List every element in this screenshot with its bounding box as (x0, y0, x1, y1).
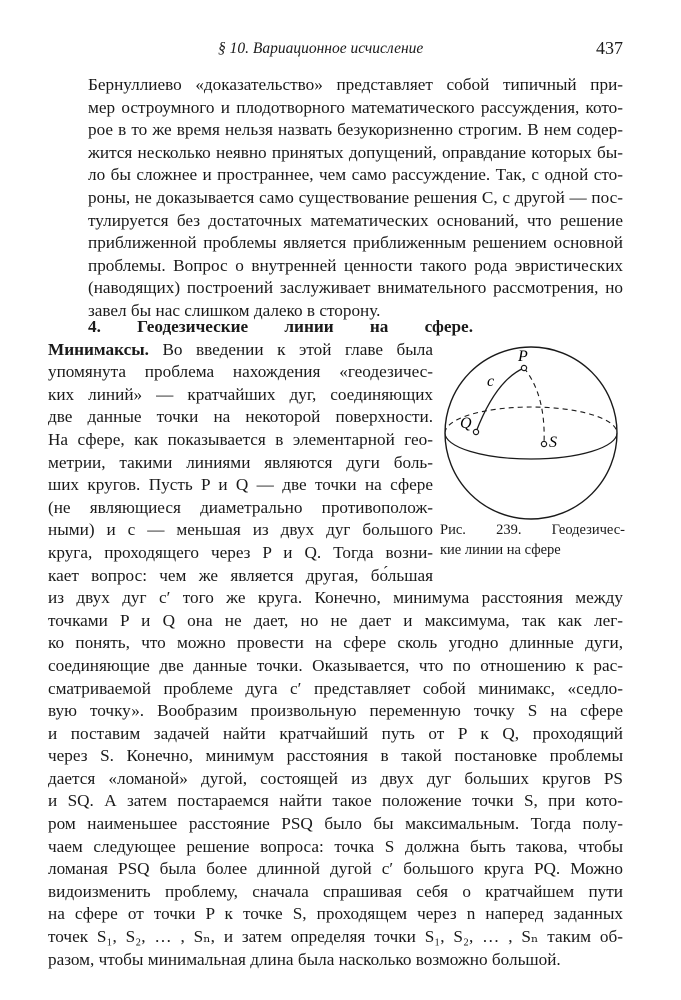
text-line: завел бы нас слишком далеко в сторону. (88, 300, 381, 320)
page-number: 437 (596, 38, 623, 58)
running-head: § 10. Вариационное исчисление (218, 40, 424, 57)
text-line: и SQ. А затем постараемся найти такое положение точки S, при кото- (48, 791, 623, 811)
text-line: дается «ломаной» дугой, состоящей из двух дуг больших кругов PS (48, 768, 623, 788)
text-line: ло бы сложнее и пространнее, чем само рассуждение. Так, с одной сто- (88, 165, 623, 185)
text-line: проблемы. Вопрос о внутренней ценности такого рода эвристических (88, 255, 623, 275)
caption-line: кие линии на сфере (440, 542, 561, 558)
text-line: соединяющие две данные точки. Оказывается, что по отношению к рас- (48, 655, 623, 675)
text-line: жится несколько неявно принятых допущений, оправдание которых бы- (88, 142, 623, 162)
text-line: тулируется без достаточных математических оснований, что решение (88, 210, 623, 230)
text-line: две данные точки на некоторой поверхности. (48, 407, 433, 427)
paragraph-start: Во введении к этой главе была (162, 339, 433, 359)
text-line: и поставим задачей найти кратчайший путь от P к Q, проходящий (48, 723, 623, 743)
text-line: видоизменить проблему, сначала спрашивая себя о кратчайшем пути (48, 881, 623, 901)
text-line: (не являющиеся диаметрально противополож- (48, 497, 433, 517)
text-line: на сфере от точки P к точке S, проходящем через n наперед заданных (48, 904, 623, 924)
text-line: ломаная PSQ была более длинной дугой c′ большого круга PQ. Можно (48, 859, 623, 879)
text-line: ших кругов. Пусть P и Q — две точки на сфере (48, 475, 433, 495)
label-q: Q (460, 415, 472, 432)
text-line: из двух дуг c′ того же круга. Конечно, минимума расстояния между (48, 588, 623, 608)
arc-c (476, 368, 524, 432)
text-line: ными) и c — меньшая из двух дуг большого (48, 520, 433, 540)
paragraph-bernoulli (48, 74, 623, 323)
paragraph-full-lines (48, 587, 623, 971)
sphere-figure (438, 340, 628, 530)
equator-front (445, 433, 617, 459)
sphere-diagram (438, 340, 628, 530)
text-line: вую точку». Вообразим произвольную переменную точку S на сфере (48, 701, 623, 721)
text-line: точками P и Q она не дает, но не дает и максимума, так как лег- (48, 610, 623, 630)
text-line: приближенной проблемы является приближенным решением основной (88, 233, 623, 253)
section-heading: 4. Геодезические линии на сфере. (88, 317, 473, 336)
point-q (473, 429, 478, 434)
text-line: ром наименьшее расстояние PSQ было бы максимальным. Тогда полу- (48, 814, 623, 834)
point-p (521, 365, 526, 370)
text-line: круга, проходящего через P и Q. Тогда возни- (48, 542, 433, 562)
text-line: сматриваемой проблеме дуга c′ представляет собой минимакс, «седло- (48, 678, 623, 698)
text-line: точек S₁, S₂, … , Sₙ, и затем определяя точки S₁, S₂, … , Sₙ таким об- (48, 927, 623, 947)
text-line: ких линий» — кратчайших дуг, соединяющих (48, 384, 433, 404)
label-s: S (549, 434, 557, 451)
text-line: через S. Конечно, минимум расстояния в такой постановке проблемы (48, 746, 623, 766)
text-line: кает вопрос: чем же является другая, бо́льшая (48, 565, 433, 585)
label-c: c (487, 373, 495, 390)
text-line: (наводящих) построений заслуживает внимательного рассмотрения, но (88, 278, 623, 298)
section-heading-continued: Минимаксы. (48, 339, 149, 359)
text-line: ко понять, что можно провести на сфере сколь угодно длинные дуги, (48, 633, 623, 653)
sphere-outline (445, 347, 617, 519)
text-line: разом, чтобы минимальная длина была насколько возможно большой. (48, 949, 561, 969)
text-line: Бернуллиево «доказательство» представляет собой типичный при- (88, 75, 623, 94)
text-line: упомянута проблема нахождения «геодезичес- (48, 362, 433, 382)
text-line: рое в то же время нельзя назвать безукоризненно строгим. В нем содер- (88, 120, 623, 140)
text-line: чаем следующее решение вопроса: точка S должна быть такова, чтобы (48, 836, 623, 856)
figure-caption (440, 520, 625, 560)
text-line: На сфере, как показывается в элементарной гео- (48, 429, 433, 449)
arc-ps (524, 368, 544, 444)
text-line: роны, не доказывается само существование решения C, с другой — пос- (88, 187, 623, 207)
point-s (541, 441, 546, 446)
section-heading-line (48, 316, 473, 339)
text-line: мер остроумного и плодотворного математического рассуждения, кото- (88, 97, 623, 117)
text-line: метрии, такими линиями являются дуги боль- (48, 452, 433, 472)
label-p: P (518, 348, 528, 365)
section-heading-line2 (48, 339, 433, 362)
caption-line: Рис. 239. Геодезичес- (440, 522, 625, 538)
page-header (48, 38, 623, 64)
